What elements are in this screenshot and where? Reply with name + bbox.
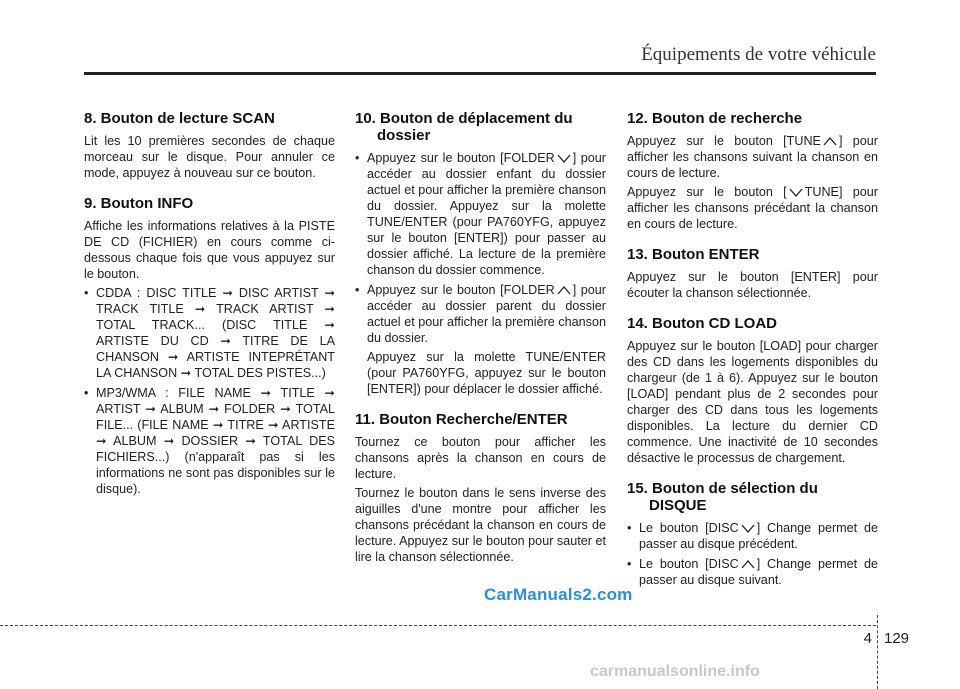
section-disc bbox=[627, 480, 878, 588]
disc-list bbox=[627, 520, 878, 588]
header-rule bbox=[84, 72, 876, 75]
section-enter-title: 13. Bouton ENTER bbox=[627, 246, 760, 263]
header-title: Équipements de votre véhicule bbox=[641, 44, 876, 65]
chevron-down-icon bbox=[557, 154, 571, 163]
info-list-item-mp3: • MP3/WMA : FILE NAME ➞ TITLE ➞ ARTIST ➞ ALBUM ➞ FOLDER ➞ TOTAL FILE... (FILE NAME ➞ TITRE ➞ ARTISTE ➞ ALBUM ➞ DOSSIER ➞ TOTAL DES FICHIERS...) (n'apparaît pas si les informations ne sont pas disponibles sur le disque). bbox=[84, 385, 335, 497]
section-enter-text: Appuyez sur le bouton [ENTER] pour écouter la chanson sélectionnée. bbox=[627, 270, 878, 300]
section-scan-title: 8. Bouton de lecture SCAN bbox=[84, 110, 275, 127]
page-number: 129 bbox=[884, 630, 910, 647]
disc-list-item-prev: • Le bouton [DISC ] Change permet de passer au disque précédent. bbox=[627, 520, 878, 552]
info-list bbox=[84, 285, 335, 497]
section-folder-title: 10. Bouton de déplacement du dossier bbox=[355, 110, 573, 144]
disc-list-item-next: • Le bouton [DISC ] Change permet de passer au disque suivant. bbox=[627, 556, 878, 588]
section-info bbox=[84, 195, 335, 497]
section-enter bbox=[627, 246, 878, 301]
folder-list-item-up-extra: Appuyez sur la molette TUNE/ENTER (pour PA760YFG, appuyez sur le bouton [ENTER]) pour déplacer le dossier affiché. bbox=[367, 350, 606, 396]
column-right bbox=[627, 110, 878, 602]
section-info-text: Affiche les informations relatives à la PISTE DE CD (FICHIER) en cours comme ci-dessous chaque fois que vous appuyez sur le bouton. bbox=[84, 219, 335, 281]
section-search-enter-title: 11. Bouton Recherche/ENTER bbox=[355, 411, 568, 428]
section-search bbox=[627, 110, 878, 232]
folder-list-item-up: • Appuyez sur le bouton [FOLDER ] pour accéder au dossier parent du dossier actuel et pour afficher la première chanson du dossier. Appuyez sur la molette TUNE/ENTER (pour PA760YFG, appuyez sur le bouton [ENTER]) pour déplacer le dossier affiché. bbox=[355, 282, 606, 397]
footer-divider bbox=[877, 615, 878, 689]
footer-rule bbox=[0, 625, 876, 626]
section-search-enter-p2: Tournez le bouton dans le sens inverse des aiguilles d'une montre pour afficher les chansons précédant la chanson en cours de lecture. Appuyez sur le bouton pour sauter et lire la chanson sélectionnée. bbox=[355, 486, 606, 564]
section-search-p2: Appuyez sur le bouton [ TUNE] pour afficher les chansons précédant la chanson en cours de lecture. bbox=[627, 185, 878, 231]
site-watermark: carmanualsonline.info bbox=[590, 663, 760, 680]
folder-list-item-down: • Appuyez sur le bouton [FOLDER ] pour accéder au dossier enfant du dossier actuel et pour afficher la première chanson du dossier. Appuyez sur la molette TUNE/ENTER (pour PA760YFG, appuyez sur le bouton [ENTER]) pour passer au dossier affiché. La lecture de la première chanson du dossier commence. bbox=[355, 150, 606, 278]
section-cd-load bbox=[627, 315, 878, 466]
chevron-down-icon bbox=[741, 524, 755, 533]
section-scan bbox=[84, 110, 335, 181]
section-folder bbox=[355, 110, 606, 397]
info-list-item-cdda: • CDDA : DISC TITLE ➞ DISC ARTIST ➞ TRACK TITLE ➞ TRACK ARTIST ➞ TOTAL TRACK... (DISC TITLE ➞ ARTISTE DU CD ➞ TITRE DE LA CHANSON ➞ ARTISTE INTEPRÉTANT LA CHANSON ➞ TOTAL DES PISTES...) bbox=[84, 285, 335, 381]
column-left bbox=[84, 110, 335, 511]
column-middle bbox=[355, 110, 606, 579]
chapter-number: 4 bbox=[863, 630, 872, 647]
folder-list bbox=[355, 150, 606, 397]
section-info-title: 9. Bouton INFO bbox=[84, 195, 194, 212]
section-search-p1: Appuyez sur le bouton [TUNE ] pour afficher les chansons suivant la chanson en cours de lecture. bbox=[627, 134, 878, 180]
section-cd-load-text: Appuyez sur le bouton [LOAD] pour charger des CD dans les logements disponibles du chargeur (de 1 à 6). Appuyez sur le bouton [LOAD] pendant plus de 2 secondes pour charger des CD dans tous les logements disponibles. La lecture du dernier CD commence. Une inactivité de 10 secondes désactive le processus de chargement. bbox=[627, 339, 878, 465]
watermark-link[interactable]: CarManuals2.com bbox=[484, 585, 633, 604]
chevron-up-icon bbox=[741, 560, 755, 569]
section-cd-load-title: 14. Bouton CD LOAD bbox=[627, 315, 777, 332]
chevron-up-icon bbox=[823, 137, 837, 146]
chevron-up-icon bbox=[557, 286, 571, 295]
section-search-enter bbox=[355, 411, 606, 565]
chevron-down-icon bbox=[789, 188, 803, 197]
section-search-title: 12. Bouton de recherche bbox=[627, 110, 803, 127]
section-scan-text: Lit les 10 premières secondes de chaque morceau sur le disque. Pour annuler ce mode, appuyez à nouveau sur ce bouton. bbox=[84, 134, 335, 180]
section-search-enter-p1: Tournez ce bouton pour afficher les chansons après la chanson en cours de lecture. bbox=[355, 435, 606, 481]
section-disc-title: 15. Bouton de sélection du DISQUE bbox=[627, 480, 818, 514]
